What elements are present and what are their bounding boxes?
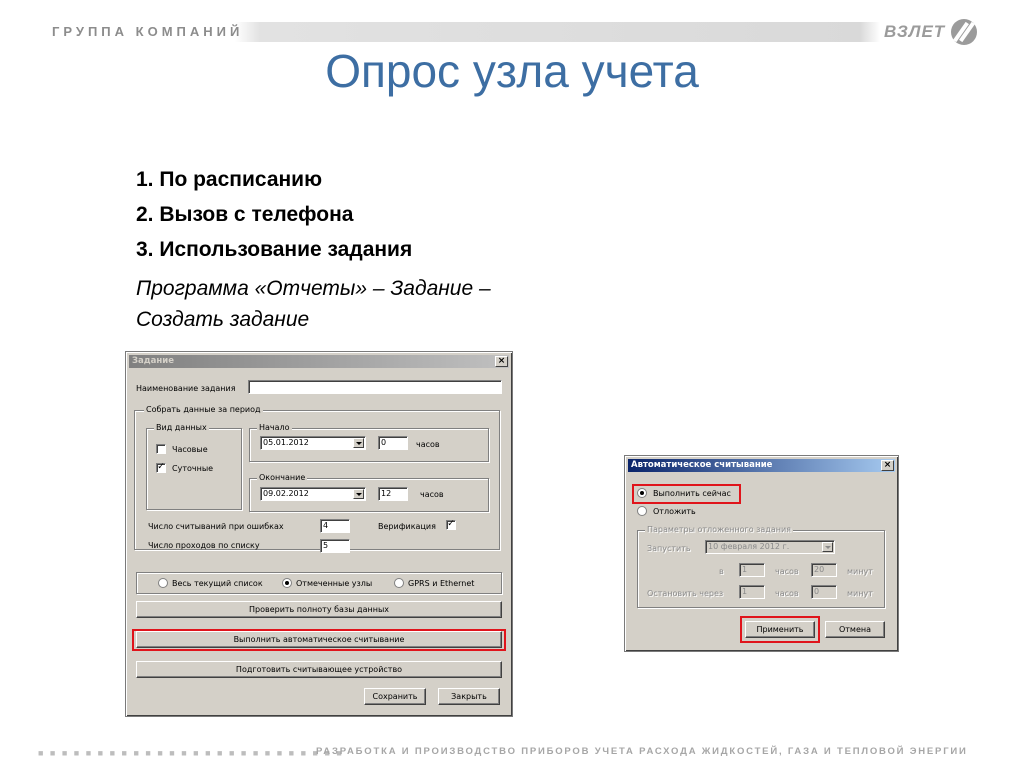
task-window-close-button[interactable]: ×: [495, 356, 508, 367]
chevron-down-icon[interactable]: [822, 542, 833, 552]
auto-read-window: [624, 455, 899, 652]
check-db-button[interactable]: Проверить полноту базы данных: [136, 601, 502, 618]
menu-path-note: [136, 273, 596, 335]
task-name-input[interactable]: [248, 380, 502, 394]
auto-read-highlight: [132, 629, 506, 651]
end-hours-label: часов: [420, 490, 444, 499]
save-button[interactable]: Сохранить: [364, 688, 426, 705]
bullet-item: 3. Использование задания: [136, 238, 413, 261]
start-hour-input[interactable]: 0: [378, 436, 408, 450]
menu-path-line: Программа «Отчеты» – Задание –: [136, 277, 491, 300]
bullet-list: [136, 168, 596, 335]
stop-hours-input[interactable]: 1: [739, 585, 765, 599]
end-group-label: Окончание: [259, 473, 306, 482]
verify-label: Верификация: [378, 522, 436, 531]
run-now-label: Выполнить сейчас: [653, 489, 731, 498]
end-hour-input[interactable]: 12: [378, 487, 408, 501]
stop-minutes-input[interactable]: 0: [811, 585, 837, 599]
task-window: [125, 351, 513, 717]
prepare-device-button[interactable]: Подготовить считывающее устройство: [136, 661, 502, 678]
radio-gprs-ethernet-label: GPRS и Ethernet: [408, 579, 475, 588]
hourly-label: Часовые: [172, 445, 208, 454]
start-group-label: Начало: [259, 423, 290, 432]
menu-path-line: Создать задание: [136, 308, 310, 331]
bullet-item: 2. Вызов с телефона: [136, 203, 354, 226]
start-at-value: 10 февраля 2012 г.: [708, 542, 790, 551]
collect-period-label: Собрать данные за период: [146, 405, 261, 414]
auto-read-button[interactable]: Выполнить автоматическое считывание: [136, 631, 502, 648]
radio-all-list[interactable]: [158, 578, 168, 588]
start-at-select[interactable]: [705, 540, 835, 554]
chevron-down-icon[interactable]: [353, 489, 364, 499]
in-minutes-input[interactable]: 20: [811, 563, 837, 577]
radio-marked-nodes-label: Отмеченные узлы: [296, 579, 373, 588]
logo-mark-icon: [951, 19, 977, 45]
stop-after-label: Остановить через: [647, 589, 724, 598]
stop-hours-label: часов: [775, 589, 799, 598]
radio-marked-nodes[interactable]: [282, 578, 292, 588]
apply-button[interactable]: Применить: [745, 621, 815, 638]
end-date-value: 09.02.2012: [263, 489, 309, 498]
end-date-select[interactable]: [260, 487, 366, 501]
in-hours-label: часов: [775, 567, 799, 576]
daily-label: Суточные: [172, 464, 214, 473]
verify-checkbox[interactable]: ✓: [447, 519, 455, 529]
passes-input[interactable]: 5: [320, 539, 350, 553]
radio-postpone[interactable]: [637, 506, 647, 516]
cancel-button[interactable]: Отмена: [825, 621, 885, 638]
daily-checkbox[interactable]: ✓: [157, 462, 165, 472]
in-hours-input[interactable]: 1: [739, 563, 765, 577]
retries-label: Число считываний при ошибках: [148, 522, 284, 531]
run-now-highlight: [632, 484, 741, 504]
radio-gprs-ethernet[interactable]: [394, 578, 404, 588]
footer-dots: ■ ■ ■ ■ ■ ■ ■ ■ ■ ■ ■ ■ ■ ■ ■ ■ ■ ■ ■ ■ ■ ■ ■ ■ ■ ■: [38, 748, 344, 758]
retries-input[interactable]: 4: [320, 519, 350, 533]
start-date-value: 05.01.2012: [263, 438, 309, 447]
hourly-checkbox[interactable]: [156, 444, 166, 454]
passes-label: Число проходов по списку: [148, 541, 260, 550]
postpone-label: Отложить: [653, 507, 696, 516]
apply-highlight: [740, 616, 820, 643]
bullet-item: 1. По расписанию: [136, 168, 323, 191]
task-window-title: Задание: [129, 355, 509, 368]
task-name-label: Наименование задания: [136, 384, 236, 393]
slide-title: Опрос узла учета: [325, 45, 699, 97]
group-text: ГРУППА КОМПАНИЙ: [52, 24, 244, 39]
footer-text: РАЗРАБОТКА И ПРОИЗВОДСТВО ПРИБОРОВ УЧЕТА РАСХОДА ЖИДКОСТЕЙ, ГАЗА И ТЕПЛОВОЙ ЭНЕРГИИ: [316, 746, 968, 757]
start-at-label: Запустить: [647, 544, 691, 553]
chevron-down-icon[interactable]: [353, 438, 364, 448]
stop-minutes-label: минут: [847, 589, 873, 598]
logo-text: ВЗЛЕТ: [884, 22, 946, 41]
auto-read-window-title: Автоматическое считывание: [628, 459, 895, 472]
deferred-params-label: Параметры отложенного задания: [647, 525, 791, 534]
start-hours-label: часов: [416, 440, 440, 449]
start-date-select[interactable]: [260, 436, 366, 450]
radio-all-list-label: Весь текущий список: [172, 579, 263, 588]
in-label: в: [719, 567, 724, 576]
in-minutes-label: минут: [847, 567, 873, 576]
close-button[interactable]: Закрыть: [438, 688, 500, 705]
data-type-label: Вид данных: [156, 423, 207, 432]
logo: [884, 18, 977, 46]
auto-read-close-button[interactable]: ×: [881, 460, 894, 471]
